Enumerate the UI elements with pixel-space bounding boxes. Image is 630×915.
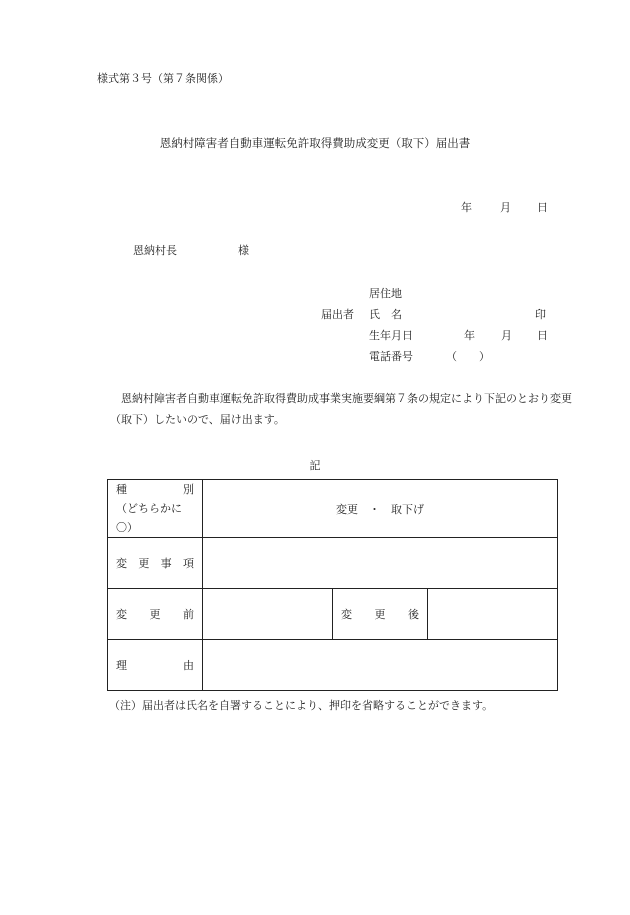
- applicant-label: 届出者: [321, 308, 354, 321]
- address-label: 居住地: [369, 287, 402, 300]
- before-label-char: 変: [116, 608, 127, 621]
- birthdate-label: 生年月日: [369, 329, 413, 342]
- before-label-char: 前: [183, 608, 194, 621]
- change-item-label-char: 事: [160, 557, 172, 570]
- phone-parens: （ ）: [446, 350, 490, 363]
- after-label-char: 後: [408, 608, 419, 621]
- table-row-reason: [108, 640, 558, 691]
- date-month-label: 月: [500, 201, 511, 214]
- form-number: 様式第３号（第７条関係）: [97, 72, 229, 85]
- after-label-char: 更: [374, 608, 386, 621]
- body-text: 恩納村障害者自動車運転免許取得費助成事業実施要綱第７条の規定により下記のとおり変更（取下）したいので、届け出ます。: [110, 392, 572, 426]
- change-item-label-char: 項: [182, 557, 194, 570]
- after-value-cell[interactable]: [428, 589, 558, 640]
- ki-heading: 記: [309, 459, 321, 472]
- footnote: （注）届出者は氏名を自署することにより、押印を省略することができます。: [109, 699, 494, 712]
- birth-year-label: 年: [464, 329, 475, 342]
- document-title: 恩納村障害者自動車運転免許取得費助成変更（取下）届出書: [159, 136, 471, 150]
- date-day-label: 日: [537, 201, 548, 214]
- type-value-cell[interactable]: [203, 480, 558, 538]
- table-row-change-item: [108, 538, 558, 589]
- change-item-value-cell[interactable]: [203, 538, 558, 589]
- change-item-label-char: 変: [116, 557, 127, 570]
- addressee-name: 恩納村長: [133, 244, 177, 257]
- after-label-char: 変: [341, 608, 352, 621]
- name-label: 氏 名: [369, 308, 402, 321]
- reason-label-char: 理: [116, 659, 127, 672]
- table-row-before-after: [108, 589, 558, 640]
- form-table: [107, 479, 558, 691]
- change-item-label-char: 更: [138, 557, 150, 570]
- type-label-cell: [108, 480, 203, 538]
- reason-value-cell[interactable]: [203, 640, 558, 691]
- birth-month-label: 月: [501, 329, 512, 342]
- birth-day-label: 日: [537, 329, 548, 342]
- type-label-char: 別: [183, 483, 194, 496]
- addressee-honorific: 様: [238, 244, 249, 257]
- after-label-cell: [333, 589, 428, 640]
- reason-label-cell: [108, 640, 203, 691]
- seal-mark: 印: [535, 308, 546, 321]
- phone-label: 電話番号: [369, 350, 413, 363]
- change-item-label-cell: [108, 538, 203, 589]
- before-label-char: 更: [149, 608, 161, 621]
- table-row-type: [108, 480, 558, 538]
- type-label-note: （どちらかに〇）: [116, 502, 182, 534]
- before-label-cell: [108, 589, 203, 640]
- type-value: 変更 ・ 取下げ: [336, 502, 425, 516]
- before-value-cell[interactable]: [203, 589, 333, 640]
- type-label-char: 種: [116, 483, 127, 496]
- date-year-label: 年: [461, 201, 472, 214]
- reason-label-char: 由: [183, 659, 194, 672]
